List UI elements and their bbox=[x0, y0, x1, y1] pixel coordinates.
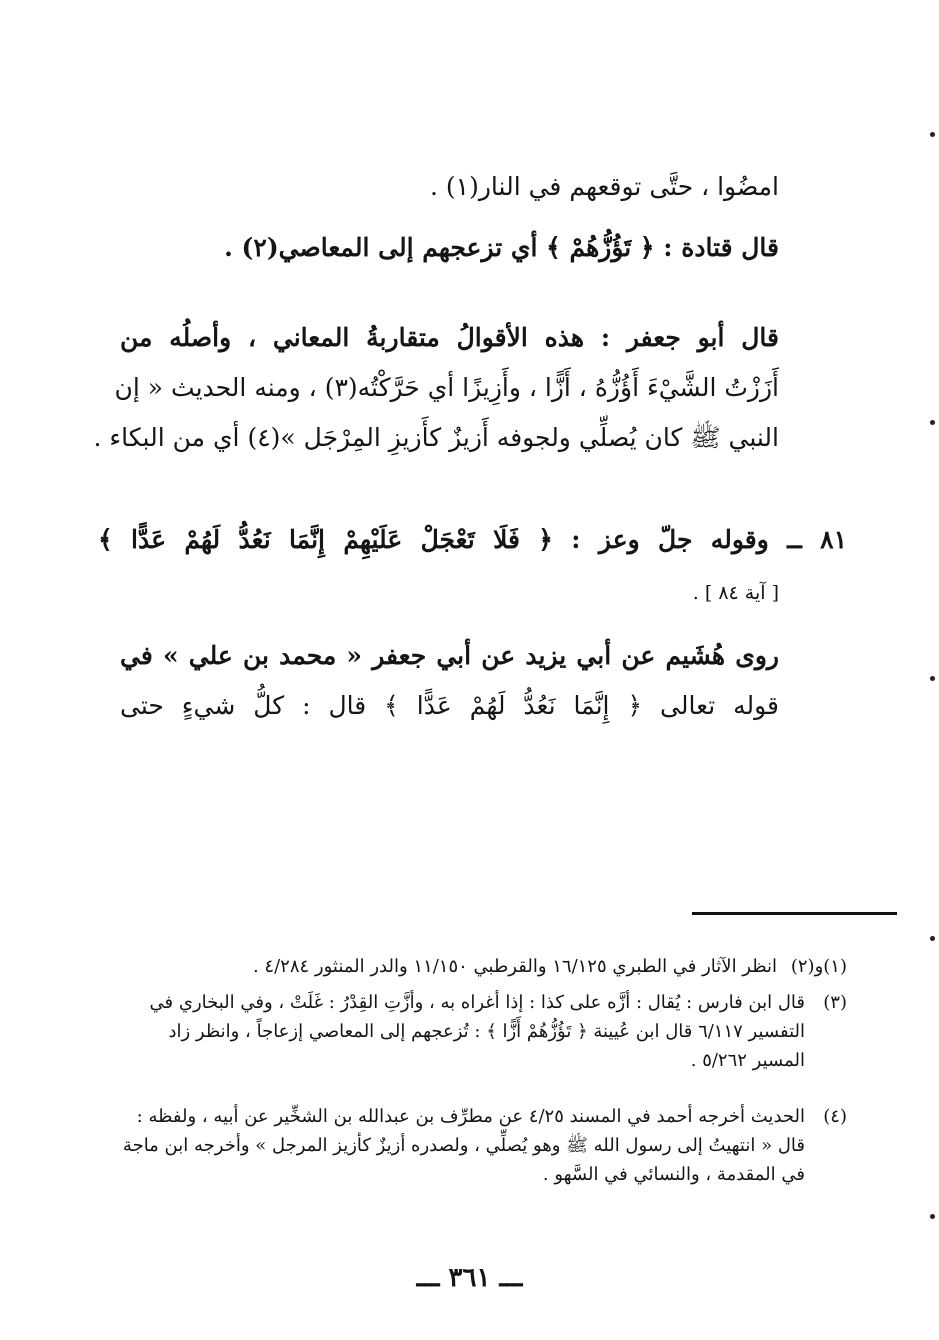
paragraph-line: قال أبو جعفر : هذه الأقوالُ متقاربةُ المعاني ، وأصلُه من bbox=[120, 323, 779, 352]
margin-mark bbox=[930, 676, 935, 681]
margin-mark bbox=[930, 1214, 935, 1219]
verse-heading: ٨١ ــ وقوله جلّ وعز : ﴿ فَلَا تَعْجَلْ عَلَيْهِمْ إِنَّمَا نَعُدُّ لَهُمْ عَدًّا ﴾ bbox=[98, 525, 847, 554]
page-number: ـــ ٣٦١ ـــ bbox=[416, 1263, 523, 1293]
paragraph-line: روى هُشَيم عن أبي يزيد عن أبي جعفر « محمد بن علي » في bbox=[120, 641, 779, 670]
ayah-reference: [ آية ٨٤ ] . bbox=[692, 582, 779, 604]
margin-mark bbox=[930, 936, 935, 941]
margin-mark bbox=[930, 420, 935, 425]
footnote-divider bbox=[692, 912, 897, 915]
footnote-number: (٣) bbox=[823, 992, 847, 1013]
footnote bbox=[118, 988, 847, 1075]
footnote-number: (٤) bbox=[823, 1106, 847, 1127]
paragraph-line: قوله تعالى ﴿ إِنَّمَا نَعُدُّ لَهُمْ عَدًّا ﴾ قال : كلُّ شيءٍ حتى bbox=[120, 691, 779, 720]
margin-mark bbox=[930, 132, 935, 137]
paragraph-line: أَزَزْتُ الشَّيْءَ أَؤُزُّهُ ، أَزًّا ، وأَزِيزًا أي حَرَّكْتُه(٣) ، ومنه الحديث « إن bbox=[114, 373, 779, 402]
text-line: امضُوا ، حتَّى توقعهم في النار(١) . bbox=[430, 172, 779, 201]
footnote-text: الحديث أخرجه أحمد في المسند ٤/٢٥ عن مطرِّف بن عبدالله بن الشخِّير عن أبيه ، ولفظه : قال « انتهيتُ إلى رسول الله ﷺ وهو يُصلِّي ، ولصدره أزيزٌ كأزيز المرجل » وأخرجه ابن ماجة في المقدمة ، والنسائي في السَّهو . bbox=[122, 1106, 805, 1185]
paragraph-line: النبي ﷺ كان يُصلِّي ولجوفه أَزيزٌ كأَزيزِ المِرْجَل »(٤) أي من البكاء . bbox=[93, 423, 779, 452]
footnote bbox=[118, 952, 847, 981]
footnote-text: انظر الآثار في الطبري ١٦/١٢٥ والقرطبي ١١/١٥٠ والدر المنثور ٤/٢٨٤ . bbox=[252, 956, 777, 977]
qatada-quote: قال قتادة : ﴿ تَؤُزُّهُمْ ﴾ أي تزعجهم إلى المعاصي(٢) . bbox=[224, 233, 779, 262]
footnote-text: قال ابن فارس : يُقال : أزَّه على كذا : إذا أغراه به ، وأزَّتِ القِدْرُ : غَلَتْ ، وفي البخاري في التفسير ٦/١١٧ قال ابن عُيينة ﴿ تَؤُزُّهُمْ أَزًّا ﴾ : تُزعجهم إلى المعاصي إزعاجاً ، وانظر زاد المسير ٥/٢٦٢ . bbox=[149, 992, 805, 1071]
footnote bbox=[118, 1102, 847, 1189]
footnote-number: (١)و(٢) bbox=[790, 956, 847, 977]
